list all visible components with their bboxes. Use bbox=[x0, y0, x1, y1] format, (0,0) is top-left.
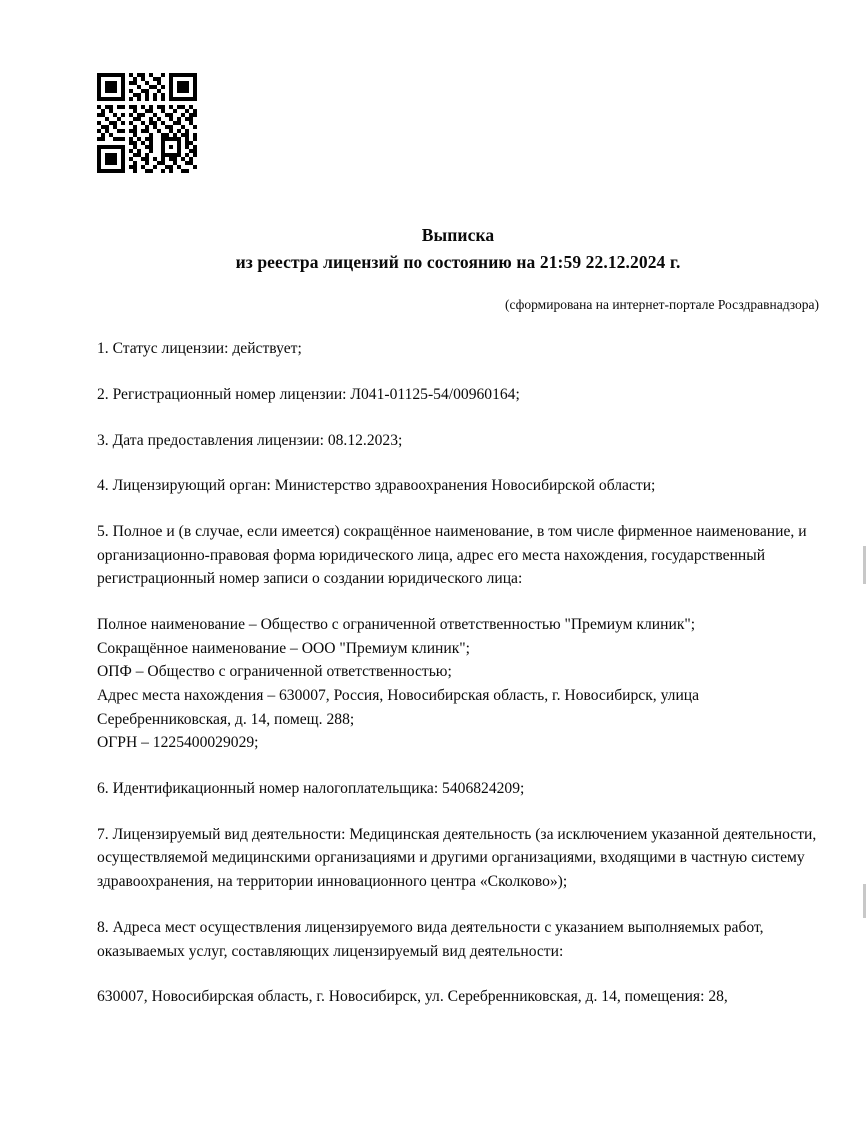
entity-legal-form: ОПФ – Общество с ограниченной ответственностью; bbox=[97, 663, 452, 681]
qr-code-icon bbox=[97, 73, 197, 173]
document-title bbox=[97, 222, 819, 276]
item-activity-type: 7. Лицензируемый вид деятельности: Медицинская деятельность (за исключением указанной деятельности, осуществляемой медицинскими организациями и другими организациями, входящими в частную систему здравоохранения, на территории инновационного центра «Сколково»); bbox=[97, 825, 817, 891]
title-line-2: из реестра лицензий по состоянию на 21:59 22.12.2024 г. bbox=[235, 252, 681, 273]
item-address-entry: 630007, Новосибирская область, г. Новосибирск, ул. Серебренниковская, д. 14, помещения: 28, bbox=[97, 988, 728, 1006]
entity-ogrn: ОГРН – 1225400029029; bbox=[97, 734, 259, 752]
item-issue-date: 3. Дата предоставления лицензии: 08.12.2023; bbox=[97, 431, 403, 449]
entity-short-name: Сокращённое наименование – ООО "Премиум клиник"; bbox=[97, 639, 471, 657]
entity-address: Адрес места нахождения – 630007, Россия, Новосибирская область, г. Новосибирск, улица Серебренниковская, д. 14, помещ. 288; bbox=[97, 687, 700, 728]
entity-full-name: Полное наименование – Общество с ограниченной ответственностью "Премиум клиник"; bbox=[97, 615, 696, 633]
entity-details bbox=[97, 613, 819, 755]
item-addresses-heading: 8. Адреса мест осуществления лицензируемого вида деятельности с указанием выполняемых работ, оказываемых услуг, составляющих лицензируемый вид деятельности: bbox=[97, 918, 764, 960]
item-registration-number: 2. Регистрационный номер лицензии: Л041-01125-54/00960164; bbox=[97, 385, 520, 403]
source-note: (сформирована на интернет-портале Росздравнадзора) bbox=[504, 297, 819, 313]
item-inn: 6. Идентификационный номер налогоплательщика: 5406824209; bbox=[97, 780, 525, 798]
item-status: 1. Статус лицензии: действует; bbox=[97, 340, 302, 358]
item-licensing-authority: 4. Лицензирующий орган: Министерство здравоохранения Новосибирской области; bbox=[97, 477, 656, 495]
document-content bbox=[97, 222, 819, 1009]
item-entity-naming-heading: 5. Полное и (в случае, если имеется) сокращённое наименование, в том числе фирменное наименование, и организационно-правовая форма юридического лица, адрес его места нахождения, государственный регистрационный номер записи о создании юридического лица: bbox=[97, 522, 807, 588]
title-line-1: Выписка bbox=[421, 225, 495, 245]
